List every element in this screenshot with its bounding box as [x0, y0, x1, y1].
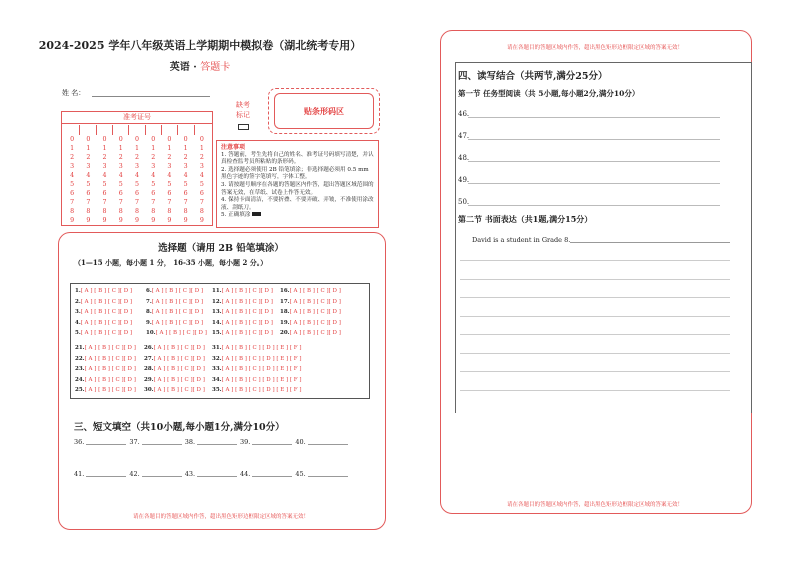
admission-digit-bubble[interactable]: 8 [151, 208, 156, 215]
admission-write-box[interactable] [195, 125, 210, 135]
cloze-number: 45. [295, 470, 306, 478]
choice-question[interactable]: 10.[ A ] [ B ] [ C ][ D ] [146, 330, 207, 336]
admission-write-box[interactable] [113, 125, 129, 135]
choice-question[interactable]: 12.[ A ] [ B ] [ C ][ D ] [212, 298, 273, 305]
admission-digit-bubble[interactable]: 0 [86, 136, 91, 143]
subject-dot: · [193, 62, 197, 73]
admission-digit-bubble[interactable]: 6 [102, 190, 107, 197]
admission-digit-bubble[interactable]: 1 [134, 145, 139, 152]
admission-digit-bubble[interactable]: 9 [199, 217, 204, 224]
task-answer-line[interactable] [468, 205, 720, 206]
notes-title: 注意事项 [221, 144, 246, 151]
choice-question[interactable]: 13.[ A ] [ B ] [ C ][ D ] [212, 309, 273, 315]
admission-write-box[interactable] [146, 125, 162, 135]
choice-question[interactable]: 32.[ A ] [ B ] [ C ] [ D ] [ E ] [ F ] [212, 355, 302, 362]
admission-digit-bubble[interactable]: 6 [118, 190, 123, 197]
choice-question[interactable]: 25.[ A ] [ B ] [ C ][ D ] [75, 387, 136, 393]
left-footer-note: 请在各题目的答题区域内作答，超出黑色矩形边框限定区域的答案无效！ [132, 514, 309, 520]
choice-question[interactable]: 21.[ A ] [ B ] [ C ][ D ] [75, 345, 136, 351]
admission-digit-bubble[interactable]: 1 [183, 145, 188, 152]
admission-digit-bubble[interactable]: 0 [151, 136, 156, 143]
admission-digit-bubble[interactable]: 9 [167, 217, 172, 224]
admission-digit-bubble[interactable]: 6 [199, 190, 204, 197]
name-field[interactable] [92, 96, 210, 97]
admission-digit-bubble[interactable]: 7 [86, 199, 91, 206]
admission-digit-bubble[interactable]: 4 [118, 172, 123, 179]
cloze-blank[interactable] [308, 476, 348, 477]
admission-write-box[interactable] [80, 125, 96, 135]
admission-digit-bubble[interactable]: 6 [86, 190, 91, 197]
admission-digit-bubble[interactable]: 5 [134, 181, 139, 188]
choice-question[interactable]: 19.[ A ] [ B ] [ C ][ D ] [280, 319, 341, 326]
admission-digit-bubble[interactable]: 8 [199, 208, 204, 215]
writing-line[interactable] [460, 371, 730, 372]
note-item: 1. 答题前，考生先将自己的姓名、准考证号码填写清楚，并认真检查监考员所粘贴的条形码。 [221, 151, 374, 166]
choice-question[interactable]: 15.[ A ] [ B ] [ C ][ D ] [212, 330, 273, 336]
choice-question[interactable]: 30.[ A ] [ B ] [ C ][ D ] [144, 387, 205, 393]
cloze-number: 43. [184, 470, 196, 478]
admission-digit-bubble[interactable]: 8 [86, 208, 91, 215]
barcode-area [268, 88, 380, 134]
admission-digit-bubble[interactable]: 4 [102, 172, 107, 179]
admission-digit-bubble[interactable]: 5 [199, 181, 204, 188]
task-answer-line[interactable] [468, 183, 720, 184]
admission-digit-column[interactable] [129, 135, 145, 225]
task-reading-title: 第一节 任务型阅读（共 5小题,每小题2分,满分10分） [458, 89, 640, 98]
admission-digit-bubble[interactable]: 4 [151, 172, 156, 179]
filled-bubble-icon [252, 212, 261, 216]
choice-question[interactable]: 22.[ A ] [ B ] [ C ][ D ] [75, 355, 136, 362]
note-item: 4. 保持卡面清洁，不要折叠、不要弄破、弄皱，不准使用涂改液、刮纸刀。 [221, 197, 374, 211]
choice-question[interactable]: 23.[ A ] [ B ] [ C ][ D ] [75, 366, 136, 372]
admission-digit-bubble[interactable]: 2 [183, 154, 188, 161]
admission-digit-bubble[interactable]: 2 [86, 154, 91, 161]
admission-digit-bubble[interactable]: 3 [183, 163, 188, 170]
admission-digit-bubble[interactable]: 4 [70, 172, 75, 179]
choice-question[interactable]: 3.[ A ] [ B ] [ C ][ D ] [75, 309, 133, 315]
admission-digit-bubble[interactable]: 1 [199, 145, 204, 152]
admission-digit-bubble[interactable]: 0 [134, 136, 139, 143]
choice-question[interactable]: 4.[ A ] [ B ] [ C ][ D ] [75, 319, 133, 326]
admission-digit-bubble[interactable]: 3 [86, 163, 91, 170]
choice-question[interactable]: 27.[ A ] [ B ] [ C ][ D ] [144, 355, 205, 362]
admission-digit-bubble[interactable]: 3 [70, 163, 75, 170]
admission-digit-bubble[interactable]: 9 [102, 217, 107, 224]
admission-digit-column[interactable] [64, 135, 80, 225]
page-title: 2024-2025 学年八年级英语上学期期中模拟卷（湖北统考专用） [38, 39, 362, 52]
admission-digit-bubble[interactable]: 9 [118, 217, 123, 224]
admission-digit-bubble[interactable]: 3 [102, 163, 107, 170]
admission-write-boxes[interactable] [64, 125, 210, 135]
admission-digit-bubble[interactable]: 3 [167, 163, 172, 170]
admission-digit-bubble[interactable]: 7 [183, 199, 188, 206]
admission-digit-bubble[interactable]: 3 [199, 163, 204, 170]
admission-digit-bubble[interactable]: 1 [151, 145, 156, 152]
admission-digit-bubble[interactable]: 2 [134, 154, 139, 161]
admission-digit-bubble[interactable]: 1 [118, 145, 123, 152]
admission-digit-bubble[interactable]: 1 [102, 145, 107, 152]
admission-digit-bubble[interactable]: 7 [199, 199, 204, 206]
admission-digit-bubble[interactable]: 0 [183, 136, 188, 143]
admission-digit-bubble[interactable]: 2 [151, 154, 156, 161]
cloze-blank[interactable] [86, 476, 126, 477]
admission-digit-bubble[interactable]: 1 [86, 145, 91, 152]
admission-number-grid [61, 111, 213, 226]
admission-digit-bubble[interactable]: 3 [134, 163, 139, 170]
cloze-blank[interactable] [252, 476, 292, 477]
section4-title: 四、读写结合（共两节,满分25分） [458, 71, 608, 82]
writing-line[interactable] [460, 334, 730, 335]
card-subtitle [0, 58, 400, 73]
note-item: 5. 正确填涂 [221, 212, 374, 220]
admission-write-box[interactable] [97, 125, 113, 135]
cloze-blank[interactable] [142, 444, 182, 445]
admission-digit-bubble[interactable]: 6 [167, 190, 172, 197]
admission-digit-bubble[interactable]: 7 [134, 199, 139, 206]
admission-digit-bubble[interactable]: 4 [183, 172, 188, 179]
admission-digit-bubble[interactable]: 5 [167, 181, 172, 188]
choice-question[interactable]: 20.[ A ] [ B ] [ C ][ D ] [280, 330, 341, 336]
admission-bubble-columns[interactable] [64, 135, 210, 225]
admission-digit-bubble[interactable]: 5 [151, 181, 156, 188]
admission-digit-bubble[interactable]: 8 [70, 208, 75, 215]
right-top-note: 请在各题目的答题区域内作答，超出黑色矩形边框限定区域的答案无效！ [506, 45, 683, 51]
writing-title: 第二节 书面表达（共1题,满分15分） [458, 214, 593, 224]
writing-line[interactable] [460, 390, 730, 391]
admission-digit-bubble[interactable]: 4 [134, 172, 139, 179]
task-answer-line[interactable] [468, 161, 720, 162]
name-label: 姓 名： [62, 89, 86, 97]
choice-question[interactable]: 14.[ A ] [ B ] [ C ][ D ] [212, 319, 273, 326]
choice-question[interactable]: 26.[ A ] [ B ] [ C ][ D ] [144, 345, 205, 351]
card-label: 答题卡 [200, 62, 231, 73]
choice-question[interactable]: 11.[ A ] [ B ] [ C ][ D ] [212, 288, 273, 294]
admission-digit-bubble[interactable]: 7 [70, 199, 75, 206]
admission-digit-bubble[interactable]: 6 [183, 190, 188, 197]
choice-question[interactable]: 16.[ A ] [ B ] [ C ][ D ] [280, 288, 341, 294]
admission-digit-bubble[interactable]: 0 [167, 136, 172, 143]
admission-digit-column[interactable] [145, 135, 161, 225]
writing-prompt: David is a student in Grade 8. [472, 236, 730, 244]
notes-box [216, 140, 379, 228]
writing-line[interactable] [460, 316, 730, 317]
admission-digit-bubble[interactable]: 8 [118, 208, 123, 215]
cloze-blank[interactable] [252, 444, 292, 445]
note-item: 2. 选择题必须使用 2B 铅笔填涂；非选择题必须用 0.5 mm 黑色字迹的签字笔填写，字体工整。 [221, 166, 369, 181]
note-item: 3. 请按题号顺序在各题的答题区内作答，超出答题区域范围的答案无效，在草纸、试卷上作答无效。 [221, 181, 374, 196]
writing-line[interactable] [460, 353, 730, 354]
task-line-number: 46. [458, 110, 470, 118]
task-line-number: 48. [458, 154, 470, 162]
admission-digit-column[interactable] [178, 135, 194, 225]
cloze-number: 36. [74, 438, 85, 446]
cloze-blank[interactable] [197, 476, 237, 477]
admission-digit-bubble[interactable]: 1 [167, 145, 172, 152]
cloze-number: 39. [240, 438, 251, 446]
admission-digit-bubble[interactable]: 4 [167, 172, 172, 179]
admission-write-box[interactable] [64, 125, 80, 135]
cloze-blank[interactable] [142, 476, 182, 477]
writing-line[interactable] [460, 260, 730, 261]
cloze-number: 41. [74, 470, 85, 478]
admission-digit-bubble[interactable]: 7 [167, 199, 172, 206]
admission-digit-bubble[interactable]: 8 [167, 208, 172, 215]
admission-write-box[interactable] [178, 125, 194, 135]
admission-digit-bubble[interactable]: 3 [118, 163, 123, 170]
cloze-section-title: 三、短文填空（共10小题,每小题1分,满分10分） [74, 422, 285, 433]
admission-digit-bubble[interactable]: 5 [118, 181, 123, 188]
admission-digit-bubble[interactable]: 4 [86, 172, 91, 179]
admission-digit-bubble[interactable]: 8 [134, 208, 139, 215]
cloze-blank[interactable] [308, 444, 348, 445]
subject-label: 英语 [169, 62, 190, 73]
choice-question[interactable]: 2.[ A ] [ B ] [ C ][ D ] [75, 298, 133, 305]
cloze-number: 42. [129, 470, 140, 478]
choice-question[interactable]: 33.[ A ] [ B ] [ C ] [ D ] [ E ] [ F ] [212, 366, 302, 372]
admission-digit-bubble[interactable]: 2 [167, 154, 172, 161]
choice-question[interactable]: 1.[ A ] [ B ] [ C ][ D ] [75, 288, 133, 294]
choice-question[interactable]: 29.[ A ] [ B ] [ C ][ D ] [144, 376, 205, 383]
barcode-label: 贴条形码区 [274, 93, 374, 129]
cloze-row[interactable] [74, 438, 351, 446]
choice-question[interactable]: 34.[ A ] [ B ] [ C ] [ D ] [ E ] [ F ] [212, 376, 302, 383]
admission-digit-bubble[interactable]: 6 [151, 190, 156, 197]
admission-number-label: 准考证号 [62, 112, 212, 124]
right-footer-note: 请在各题目的答题区域内作答，超出黑色矩形边框限定区域的答案无效！ [506, 502, 683, 508]
cloze-number: 40. [295, 438, 306, 446]
cloze-number: 37. [129, 438, 140, 446]
admission-digit-bubble[interactable]: 9 [151, 217, 156, 224]
absent-mark-box[interactable] [238, 124, 249, 130]
admission-digit-bubble[interactable]: 0 [118, 136, 123, 143]
admission-digit-bubble[interactable]: 9 [70, 217, 75, 224]
admission-digit-column[interactable] [194, 135, 210, 225]
admission-digit-bubble[interactable]: 6 [70, 190, 75, 197]
choice-question[interactable]: 24.[ A ] [ B ] [ C ][ D ] [75, 376, 136, 383]
cloze-blank[interactable] [197, 444, 237, 445]
admission-digit-bubble[interactable]: 3 [151, 163, 156, 170]
admission-digit-bubble[interactable]: 8 [102, 208, 107, 215]
admission-digit-bubble[interactable]: 7 [118, 199, 123, 206]
admission-write-box[interactable] [162, 125, 178, 135]
admission-digit-column[interactable] [80, 135, 96, 225]
admission-digit-bubble[interactable]: 4 [199, 172, 204, 179]
cloze-blank[interactable] [86, 444, 126, 445]
admission-digit-bubble[interactable]: 5 [102, 181, 107, 188]
admission-digit-bubble[interactable]: 1 [70, 145, 75, 152]
absent-mark-label: 缺考 标记 [236, 101, 250, 119]
choice-question[interactable]: 7.[ A ] [ B ] [ C ][ D ] [146, 298, 204, 305]
admission-digit-bubble[interactable]: 2 [199, 154, 204, 161]
admission-digit-bubble[interactable]: 6 [134, 190, 139, 197]
admission-digit-column[interactable] [96, 135, 112, 225]
admission-digit-column[interactable] [161, 135, 177, 225]
cloze-number: 44. [240, 470, 251, 478]
choice-question[interactable]: 28.[ A ] [ B ] [ C ][ D ] [144, 366, 205, 372]
admission-digit-bubble[interactable]: 2 [70, 154, 75, 161]
admission-digit-bubble[interactable]: 7 [151, 199, 156, 206]
admission-digit-bubble[interactable]: 2 [102, 154, 107, 161]
cloze-row[interactable] [74, 470, 351, 478]
admission-digit-bubble[interactable]: 0 [102, 136, 107, 143]
choice-question[interactable]: 18.[ A ] [ B ] [ C ][ D ] [280, 309, 341, 315]
task-answer-line[interactable] [468, 139, 720, 140]
admission-digit-bubble[interactable]: 8 [183, 208, 188, 215]
admission-digit-bubble[interactable]: 9 [86, 217, 91, 224]
admission-digit-bubble[interactable]: 5 [86, 181, 91, 188]
choice-section-note: （1—15 小题，每小题 1 分， 16-35 小题，每小题 2 分。） [74, 258, 268, 267]
task-line-number: 49. [458, 176, 470, 184]
choice-question[interactable]: 6.[ A ] [ B ] [ C ][ D ] [146, 288, 204, 294]
choice-question[interactable]: 8.[ A ] [ B ] [ C ][ D ] [146, 309, 204, 315]
admission-digit-column[interactable] [113, 135, 129, 225]
task-answer-line[interactable] [468, 117, 720, 118]
choice-question[interactable]: 17.[ A ] [ B ] [ C ][ D ] [280, 298, 341, 305]
admission-digit-bubble[interactable]: 7 [102, 199, 107, 206]
choice-question[interactable]: 9.[ A ] [ B ] [ C ][ D ] [146, 319, 204, 326]
writing-line[interactable] [460, 279, 730, 280]
admission-digit-bubble[interactable]: 2 [118, 154, 123, 161]
admission-digit-bubble[interactable]: 0 [70, 136, 75, 143]
task-line-number: 47. [458, 132, 470, 140]
admission-digit-bubble[interactable]: 0 [199, 136, 204, 143]
choice-question[interactable]: 35.[ A ] [ B ] [ C ] [ D ] [ E ] [ F ] [212, 387, 302, 393]
admission-write-box[interactable] [129, 125, 145, 135]
admission-digit-bubble[interactable]: 9 [134, 217, 139, 224]
choice-section-title: 选择题（请用 2B 铅笔填涂） [158, 243, 284, 254]
cloze-number: 38. [184, 438, 196, 446]
admission-digit-bubble[interactable]: 9 [183, 217, 188, 224]
admission-digit-bubble[interactable]: 5 [70, 181, 75, 188]
task-line-number: 50. [458, 198, 470, 206]
admission-digit-bubble[interactable]: 5 [183, 181, 188, 188]
choice-question[interactable]: 5.[ A ] [ B ] [ C ][ D ] [75, 330, 133, 336]
choice-question[interactable]: 31.[ A ] [ B ] [ C ] [ D ] [ E ] [ F ] [212, 345, 302, 351]
writing-line[interactable] [460, 297, 730, 298]
